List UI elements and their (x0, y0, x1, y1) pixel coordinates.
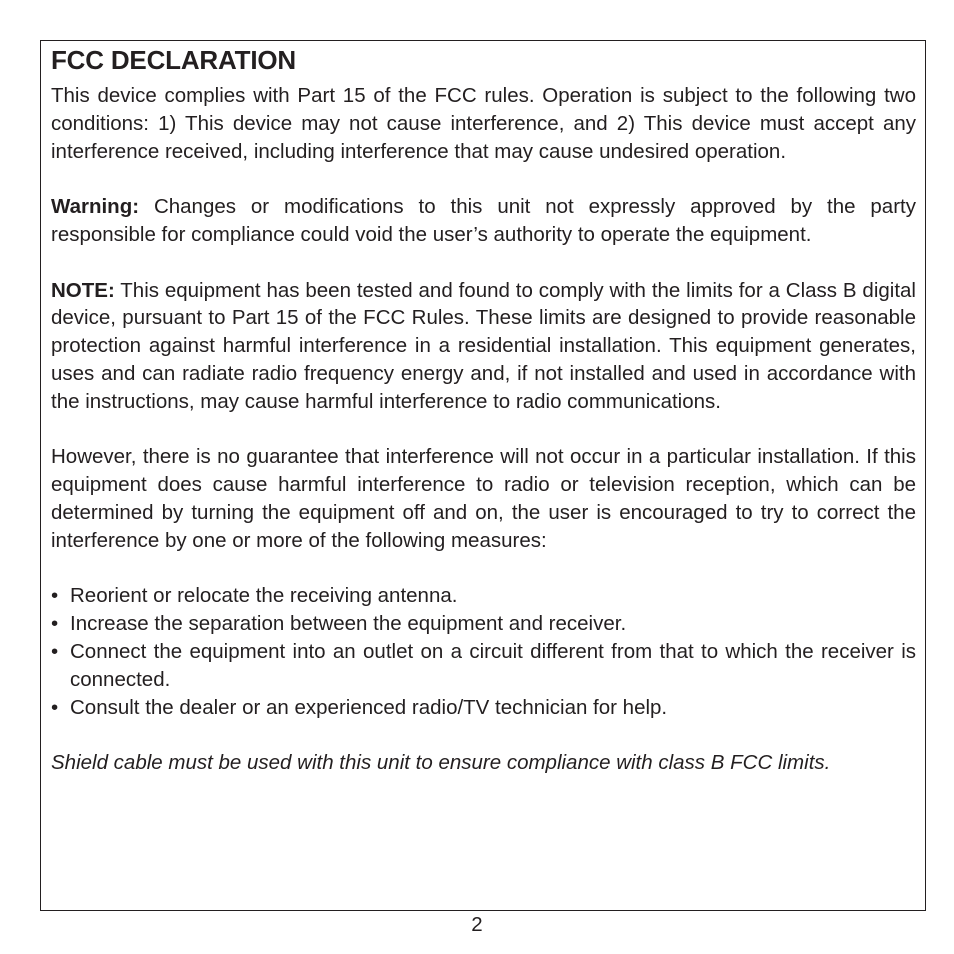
measures-list (51, 582, 916, 721)
spacer (51, 721, 916, 749)
page-number: 2 (471, 913, 483, 936)
bullet-icon: • (51, 612, 59, 636)
note-text: This equipment has been tested and found to comply with the limits for a Class B digital device, pursuant to Part 15 of the FCC Rules. These limits are designed to provide reasonable protection against harmful interference in a residential installation. This equipment generates, uses and can radiate radio frequency energy and, if not installed and used in accordance with the instructions, may cause harmful interference to radio communications. (51, 278, 916, 413)
note-paragraph (51, 277, 916, 416)
list-item-text: Consult the dealer or an experienced radio/TV technician for help. (70, 695, 668, 719)
spacer (51, 416, 916, 444)
list-item (51, 610, 916, 638)
list-item (51, 638, 916, 694)
bullet-icon: • (51, 584, 59, 608)
list-item (51, 694, 916, 722)
warning-paragraph (51, 193, 916, 249)
shield-cable-note: Shield cable must be used with this unit to ensure compliance with class B FCC limits. (51, 751, 831, 775)
spacer (51, 165, 916, 193)
list-item-text: Increase the separation between the equipment and receiver. (70, 612, 627, 636)
note-label: NOTE: (51, 278, 115, 302)
spacer (51, 555, 916, 583)
bullet-icon: • (51, 695, 59, 719)
warning-label: Warning: (51, 195, 140, 219)
bullet-icon: • (51, 639, 59, 663)
compliance-paragraph: This device complies with Part 15 of the FCC rules. Operation is subject to the following two conditions: 1) This device may not cause interference, and 2) This device must accept any interference received, including interference that may cause undesired operation. (51, 84, 916, 163)
page-title: FCC DECLARATION (51, 45, 296, 75)
list-item-text: Reorient or relocate the receiving antenna. (70, 584, 458, 608)
list-item (51, 582, 916, 610)
however-paragraph: However, there is no guarantee that interference will not occur in a particular installation. If this equipment does cause harmful interference to radio or television reception, which can be determined by turning the equipment off and on, the user is encouraged to try to correct the interference by one or more of the following measures: (51, 445, 916, 552)
warning-text: Changes or modifications to this unit not expressly approved by the party responsible for compliance could void the user’s authority to operate the equipment. (51, 195, 916, 246)
list-item-text: Connect the equipment into an outlet on a circuit different from that to which the receiver is connected. (70, 639, 916, 691)
spacer (51, 249, 916, 277)
declaration-frame (40, 40, 926, 911)
